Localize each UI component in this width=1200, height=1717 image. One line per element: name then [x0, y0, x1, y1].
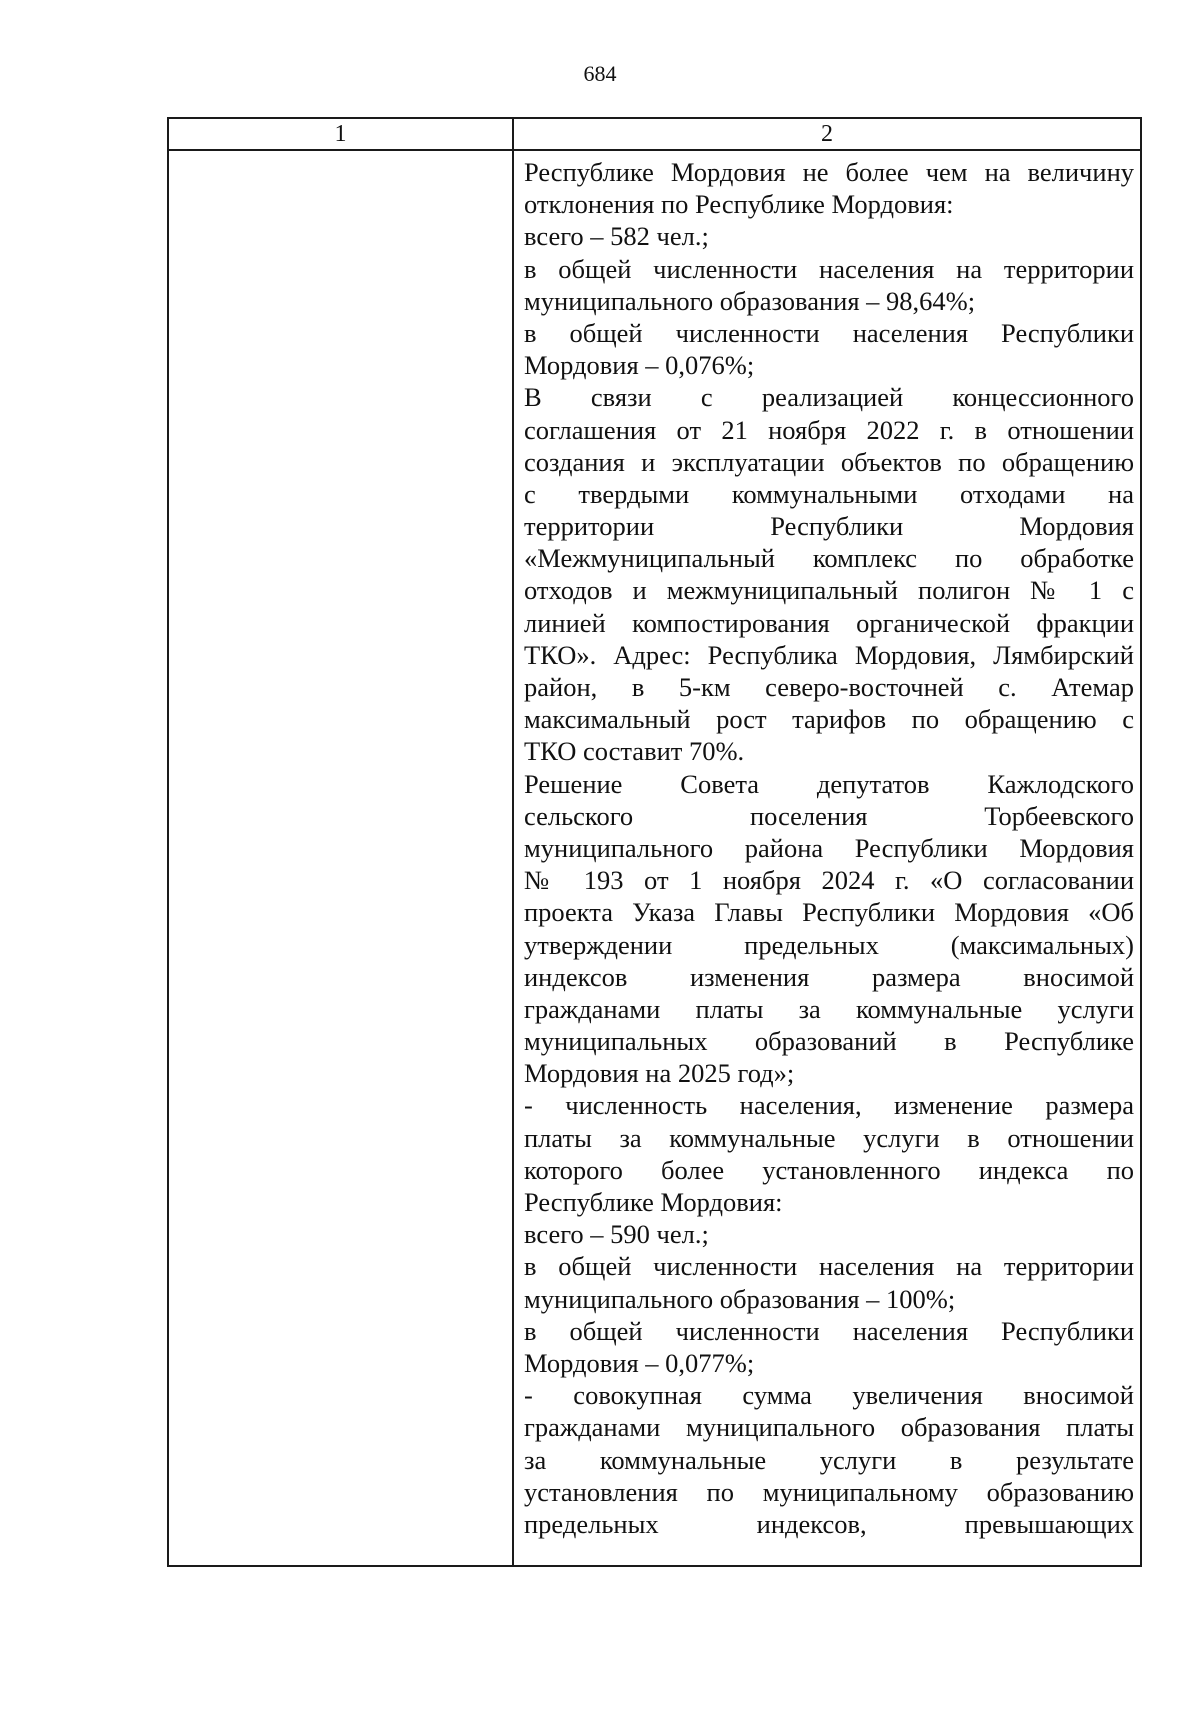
text-line: муниципальных образований в Республике: [524, 1026, 1134, 1057]
text-line: гражданами муниципального образования платы: [524, 1412, 1134, 1443]
text-line: Решение Совета депутатов Кажлодского: [524, 768, 1134, 799]
text-line: Мордовия – 0,077%;: [524, 1347, 755, 1378]
text-line: № 193 от 1 ноября 2024 г. «О согласовании: [524, 865, 1134, 896]
text-line: платы за коммунальные услуги в отношении: [524, 1122, 1134, 1153]
text-line: отходов и межмуниципальный полигон № 1 с: [524, 575, 1134, 606]
table-header-row: [169, 119, 1140, 151]
text-line: ТКО». Адрес: Республика Мордовия, Лямбирский: [524, 639, 1134, 670]
text-line: Республике Мордовия:: [524, 1187, 783, 1217]
text-line: Мордовия – 0,076%;: [524, 350, 755, 381]
text-line: В связи с реализацией концессионного: [524, 382, 1134, 413]
text-line: в общей численности населения Республики: [524, 317, 1134, 348]
text-line: утверждении предельных (максимальных): [524, 929, 1134, 960]
page-number: 684: [583, 61, 617, 86]
text-line: индексов изменения размера вносимой: [524, 961, 1134, 992]
text-line: территории Республики Мордовия: [524, 511, 1134, 542]
text-line: - совокупная сумма увеличения вносимой: [524, 1380, 1134, 1411]
text-line: Мордовия на 2025 год»;: [524, 1058, 795, 1089]
column-2-header: 2: [821, 121, 833, 147]
text-line: за коммунальные услуги в результате: [524, 1444, 1134, 1475]
text-line: всего – 582 чел.;: [524, 221, 709, 252]
text-line: отклонения по Республике Мордовия:: [524, 189, 954, 220]
text-line: «Межмуниципальный комплекс по обработке: [524, 543, 1134, 574]
text-line: линией компостирования органической фракции: [524, 607, 1134, 638]
text-line: всего – 590 чел.;: [524, 1219, 709, 1250]
text-line: ТКО составит 70%.: [524, 736, 745, 767]
text-line: в общей численности населения на территории: [524, 253, 1134, 284]
text-line: муниципального образования – 98,64%;: [524, 285, 976, 316]
text-line: соглашения от 21 ноября 2022 г. в отношении: [524, 414, 1134, 445]
text-line: создания и эксплуатации объектов по обращению: [524, 446, 1134, 477]
text-line: максимальный рост тарифов по обращению с: [524, 704, 1134, 735]
text-line: с твердыми коммунальными отходами на: [524, 478, 1134, 509]
column-2-text: [524, 156, 1134, 1540]
column-1-header: 1: [334, 121, 347, 147]
text-line: сельского поселения Торбеевского: [524, 800, 1134, 831]
text-line: муниципального района Республики Мордовия: [524, 832, 1134, 863]
document-table: [167, 117, 1142, 1567]
text-line: муниципального образования – 100%;: [524, 1283, 956, 1314]
text-line: - численность населения, изменение размера: [524, 1090, 1134, 1121]
column-divider: [512, 119, 514, 1565]
text-line: проекта Указа Главы Республики Мордовия «Об: [524, 897, 1134, 928]
text-line: Республике Мордовия не более чем на величину: [524, 157, 1134, 187]
text-line: гражданами платы за коммунальные услуги: [524, 993, 1134, 1024]
text-line: предельных индексов, превышающих: [524, 1508, 1134, 1539]
text-line: район, в 5-км северо-восточней с. Атемар: [524, 672, 1134, 702]
text-line: в общей численности населения Республики: [524, 1315, 1134, 1346]
text-line: которого более установленного индекса по: [524, 1154, 1134, 1185]
text-line: установления по муниципальному образованию: [524, 1476, 1134, 1507]
text-line: в общей численности населения на территории: [524, 1251, 1134, 1282]
